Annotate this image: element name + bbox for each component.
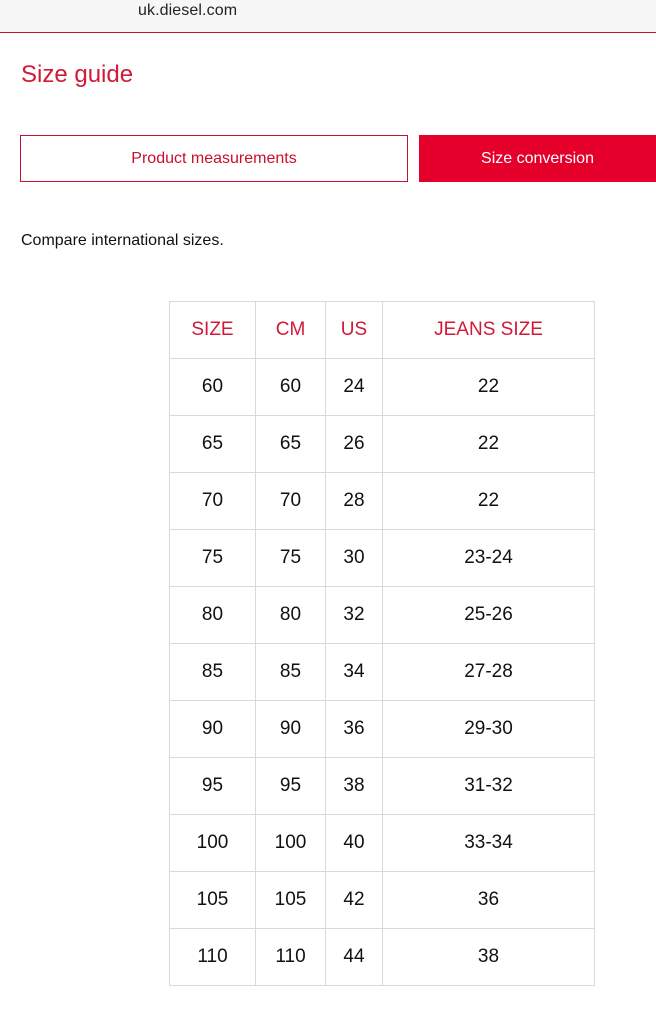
cm-cell: 70 [256, 473, 326, 530]
table-row [170, 359, 595, 416]
table-row [170, 815, 595, 872]
jeans-size-cell: 25-26 [383, 587, 595, 644]
tab-size-conversion[interactable]: Size conversion [419, 135, 656, 182]
cm-cell: 100 [256, 815, 326, 872]
us-cell: 34 [326, 644, 383, 701]
size-cell: 95 [170, 758, 256, 815]
jeans-size-cell: 29-30 [383, 701, 595, 758]
column-header-jeans-size: JEANS SIZE [383, 302, 595, 359]
cm-cell: 85 [256, 644, 326, 701]
us-cell: 24 [326, 359, 383, 416]
cm-cell: 65 [256, 416, 326, 473]
cm-cell: 110 [256, 929, 326, 986]
table-row [170, 929, 595, 986]
table-header-row [170, 302, 595, 359]
us-cell: 42 [326, 872, 383, 929]
table-row [170, 416, 595, 473]
us-cell: 44 [326, 929, 383, 986]
jeans-size-cell: 38 [383, 929, 595, 986]
size-cell: 70 [170, 473, 256, 530]
jeans-size-cell: 23-24 [383, 530, 595, 587]
page-title: Size guide [21, 61, 134, 88]
us-cell: 26 [326, 416, 383, 473]
jeans-size-cell: 22 [383, 416, 595, 473]
size-cell: 105 [170, 872, 256, 929]
cm-cell: 60 [256, 359, 326, 416]
browser-address-bar[interactable] [0, 0, 656, 33]
size-cell: 85 [170, 644, 256, 701]
table-row [170, 758, 595, 815]
jeans-size-cell: 22 [383, 473, 595, 530]
cm-cell: 75 [256, 530, 326, 587]
jeans-size-cell: 22 [383, 359, 595, 416]
us-cell: 36 [326, 701, 383, 758]
table-row [170, 587, 595, 644]
jeans-size-cell: 27-28 [383, 644, 595, 701]
size-cell: 110 [170, 929, 256, 986]
column-header-cm: CM [256, 302, 326, 359]
size-conversion-table [169, 301, 595, 986]
us-cell: 40 [326, 815, 383, 872]
table-row [170, 473, 595, 530]
jeans-size-cell: 36 [383, 872, 595, 929]
us-cell: 38 [326, 758, 383, 815]
us-cell: 28 [326, 473, 383, 530]
jeans-size-cell: 31-32 [383, 758, 595, 815]
column-header-size: SIZE [170, 302, 256, 359]
table-body [170, 359, 595, 986]
cm-cell: 105 [256, 872, 326, 929]
us-cell: 30 [326, 530, 383, 587]
size-cell: 100 [170, 815, 256, 872]
table-row [170, 644, 595, 701]
table-row [170, 872, 595, 929]
size-cell: 80 [170, 587, 256, 644]
cm-cell: 90 [256, 701, 326, 758]
size-cell: 75 [170, 530, 256, 587]
cm-cell: 80 [256, 587, 326, 644]
size-cell: 60 [170, 359, 256, 416]
size-cell: 65 [170, 416, 256, 473]
jeans-size-cell: 33-34 [383, 815, 595, 872]
tab-product-measurements[interactable]: Product measurements [20, 135, 408, 182]
table-row [170, 530, 595, 587]
table-row [170, 701, 595, 758]
url-text[interactable]: uk.diesel.com [138, 2, 238, 19]
cm-cell: 95 [256, 758, 326, 815]
intro-text: Compare international sizes. [21, 232, 224, 249]
size-cell: 90 [170, 701, 256, 758]
column-header-us: US [326, 302, 383, 359]
us-cell: 32 [326, 587, 383, 644]
